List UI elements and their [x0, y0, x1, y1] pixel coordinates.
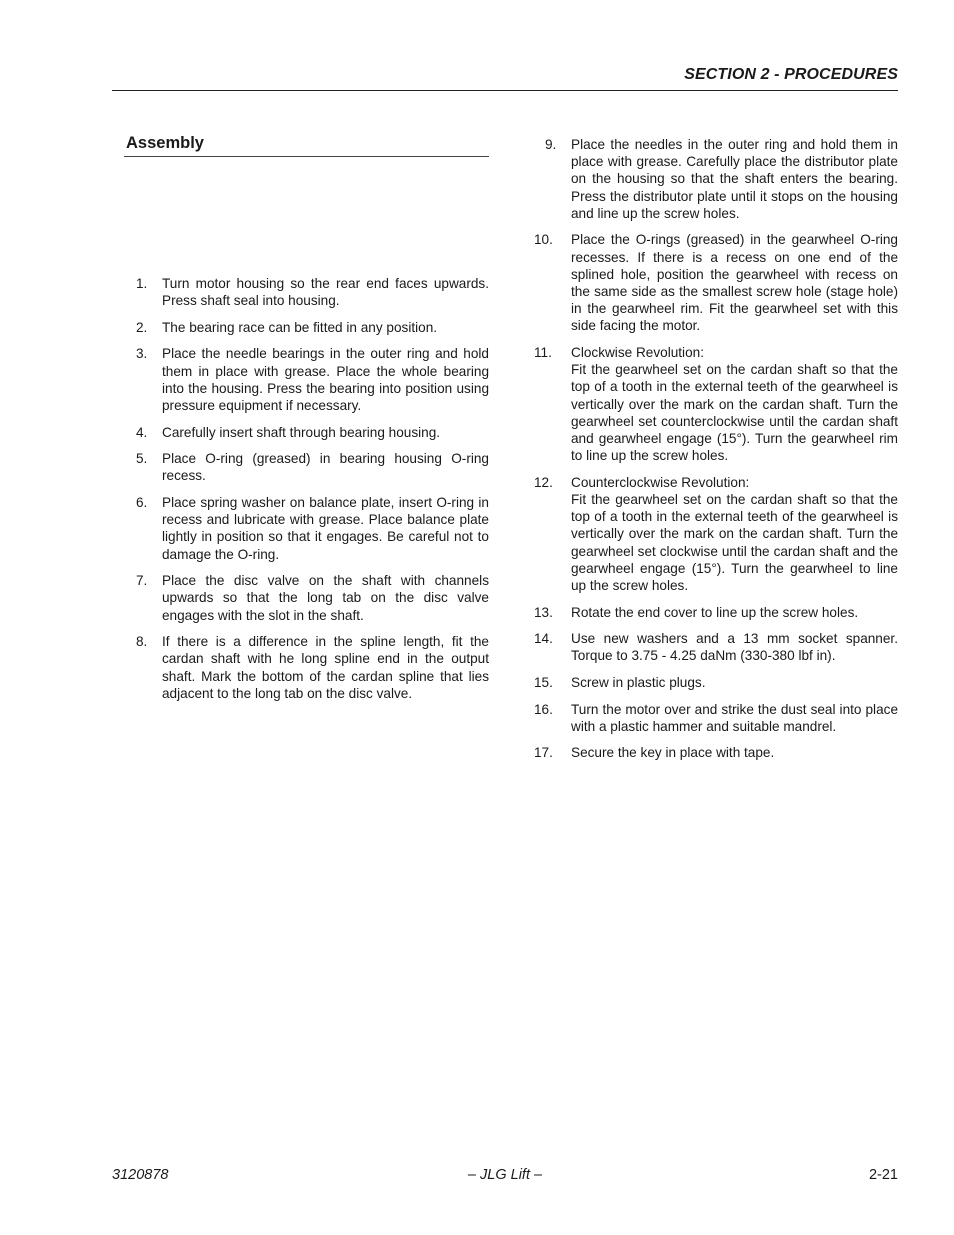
step-number: 12. — [534, 474, 553, 490]
step-9 — [534, 136, 898, 222]
step-text: Fit the gearwheel set on the cardan shaft so that the top of a tooth in the external teeth of the gearwheel is vertically over the mark on the cardan shaft. Turn the gearwheel set clockwise until the cardan shaft and the gearwheel engage (15°). Turn the gearwheel to line up the screw holes. — [571, 492, 898, 594]
step-1 — [124, 275, 489, 309]
step-number: 15. — [534, 675, 553, 691]
step-text: Place the disc valve on the shaft with channels upwards so that the long tab on the disc valve engages with the slot in the shaft. — [162, 573, 489, 623]
step-7 — [124, 572, 489, 624]
step-subtitle: Clockwise Revolution: — [571, 345, 704, 361]
step-number: 13. — [534, 604, 553, 620]
step-text: Turn motor housing so the rear end faces upwards. Press shaft seal into housing. — [162, 276, 489, 309]
document-number: 3120878 — [112, 1167, 169, 1183]
step-number: 5. — [136, 451, 148, 467]
step-text: Carefully insert shaft through bearing housing. — [162, 424, 441, 440]
step-12 — [534, 474, 898, 594]
step-number: 8. — [136, 634, 148, 650]
step-text: Place O-ring (greased) in bearing housing O-ring recess. — [162, 451, 489, 484]
step-text: Place the needle bearings in the outer ring and hold them in place with grease. Place the whole bearing into the housing. Press the bearing into position using pressure equipment if necessary. — [162, 346, 489, 413]
section-title: SECTION 2 - PROCEDURES — [684, 66, 898, 83]
left-column — [124, 134, 489, 711]
left-steps-list — [124, 275, 489, 702]
step-text: Use new washers and a 13 mm socket spanner. Torque to 3.75 - 4.25 daNm (330-380 lbf in). — [571, 631, 898, 664]
publisher-label: – JLG Lift – — [467, 1167, 543, 1183]
step-11 — [534, 344, 898, 464]
step-text: Secure the key in place with tape. — [571, 745, 775, 761]
step-text: Screw in plastic plugs. — [571, 675, 706, 691]
step-number: 6. — [136, 494, 148, 510]
step-text: The bearing race can be fitted in any position. — [162, 319, 438, 335]
step-number: 11. — [534, 345, 552, 361]
step-number: 16. — [534, 701, 553, 717]
step-text: Fit the gearwheel set on the cardan shaft so that the top of a tooth in the external teeth of the gearwheel is vertically over the mark on the cardan shaft. Turn the gearwheel set counterclockwise until the cardan shaft and gearwheel engage (15°). Turn the gearwheel rim to line up the screw holes. — [571, 362, 898, 464]
step-text: Place the needles in the outer ring and hold them in place with grease. Carefully place the distributor plate on the housing so that the shaft enters the bearing. Press the distributor plate until it stops on the housing and line up the screw holes. — [571, 137, 898, 221]
page-number: 2-21 — [868, 1167, 898, 1183]
step-5 — [124, 450, 489, 484]
step-text: Place spring washer on balance plate, insert O-ring in recess and lubricate with grease. Place balance plate lightly in position so that it engages. Be careful not to damage the O-ring. — [162, 494, 489, 562]
step-number: 9. — [545, 137, 557, 152]
step-16 — [534, 701, 898, 735]
step-3 — [124, 345, 489, 414]
step-number: 10. — [534, 232, 553, 248]
step-15 — [534, 674, 898, 691]
step-text: Place the O-rings (greased) in the gearwheel O-ring recesses. If there is a recess on one end of the splined hole, position the gearwheel with recess on the same side as the smallest screw hole (stage hole) in the gearwheel rim. Fit the gearwheel set with this side facing the motor. — [571, 232, 898, 334]
step-17 — [534, 744, 898, 761]
step-13 — [534, 604, 898, 621]
right-steps-list — [534, 136, 898, 762]
page-header — [112, 66, 898, 91]
step-number: 17. — [534, 745, 553, 761]
step-8 — [124, 633, 489, 702]
step-number: 4. — [136, 424, 148, 440]
step-6 — [124, 494, 489, 563]
step-text: If there is a difference in the spline length, fit the cardan shaft with he long spline end in the output shaft. Mark the bottom of the cardan spline that lies adjacent to the long tab on the disc valve. — [162, 634, 489, 701]
step-number: 3. — [136, 346, 148, 362]
step-number: 1. — [136, 276, 148, 291]
assembly-heading: Assembly — [124, 134, 489, 157]
step-10 — [534, 231, 898, 334]
step-2 — [124, 319, 489, 336]
step-subtitle: Counterclockwise Revolution: — [571, 474, 750, 490]
step-4 — [124, 424, 489, 441]
step-number: 14. — [534, 631, 553, 647]
step-text: Rotate the end cover to line up the screw holes. — [571, 604, 859, 620]
right-column — [534, 136, 898, 771]
step-text: Turn the motor over and strike the dust seal into place with a plastic hammer and suitable mandrel. — [571, 701, 898, 734]
step-number: 7. — [136, 573, 148, 589]
step-14 — [534, 630, 898, 664]
step-number: 2. — [136, 319, 148, 335]
